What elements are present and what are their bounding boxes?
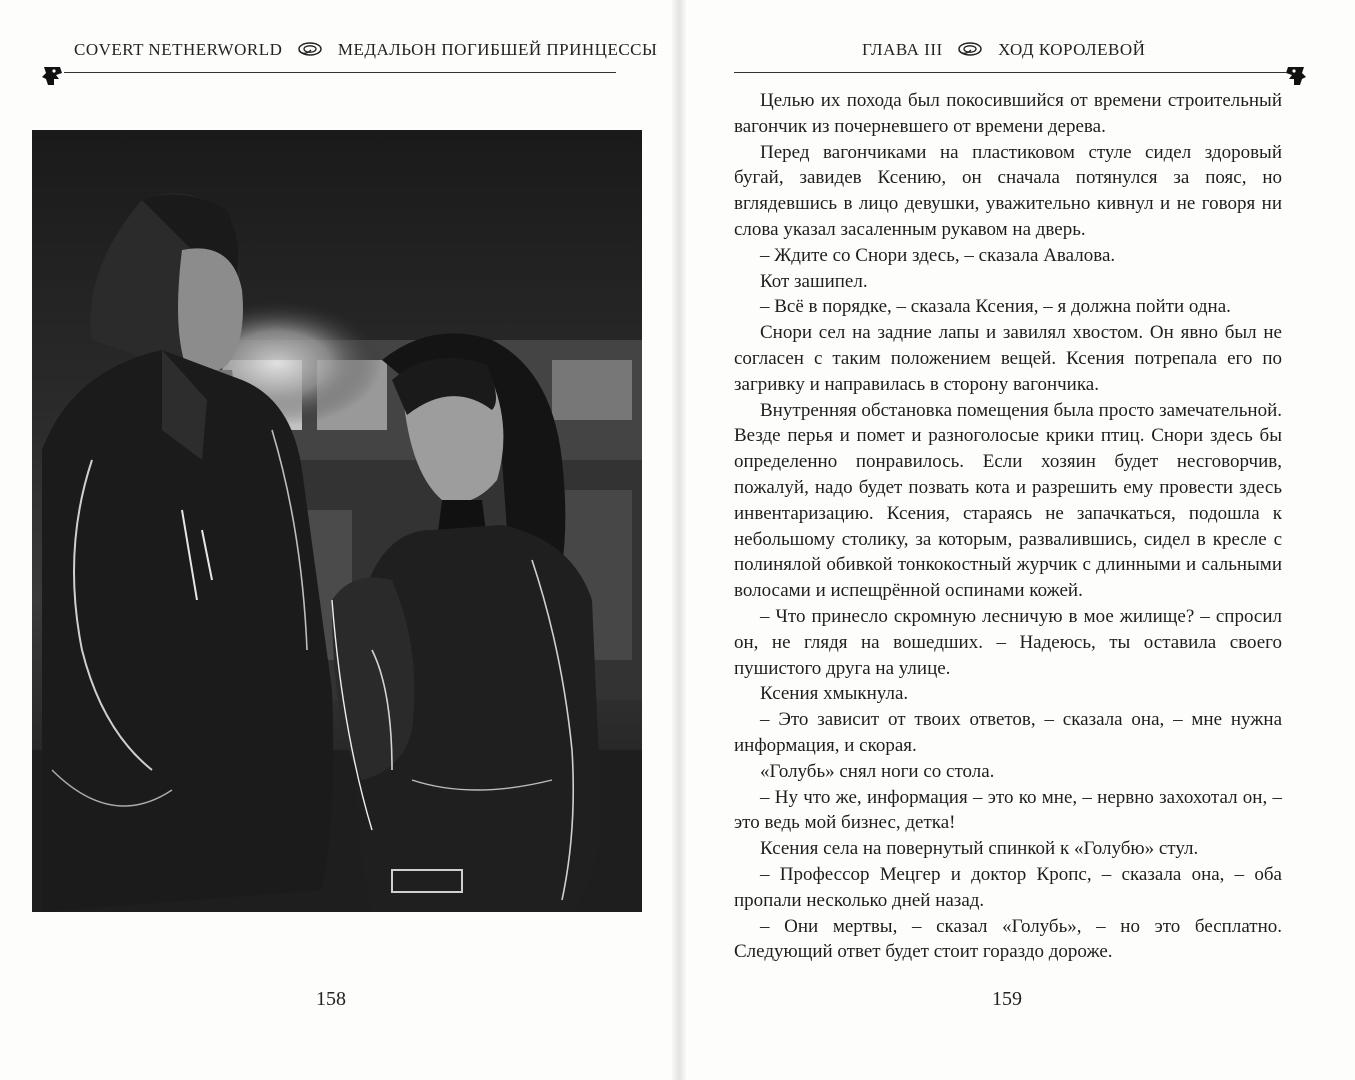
header-rule	[734, 72, 1286, 73]
stylized-head-icon	[40, 63, 66, 94]
paragraph: Кот зашипел.	[760, 270, 868, 292]
paragraph: Внутренняя обстановка помещения была просто замечательной. Везде перья и помет и разноголосые крики птиц. Снори здесь бы определенно понравилось. Если хозяин будет несговорчив, пожалуй, надо будет позвать кота и разрешить ему провести здесь инвентаризацию. Ксения, стараясь не запачкаться, подошла к небольшому столику, за которым, развалившись, сидел в кресле с полинялой обивкой тонкокостный журчик с длинными и сальными волосами и испещрённой оспинами кожей.	[734, 399, 1282, 602]
paragraph: Перед вагончиками на пластиковом стуле сидел здоровый бугай, завидев Ксению, он сначала потянулся за пояс, но вглядевшись в лицо девушки, уважительно кивнул и не говоря ни слова указал засаленным рукавом на дверь.	[734, 141, 1282, 240]
illustration-man-and-woman	[32, 130, 642, 912]
paragraph: – Всё в порядке, – сказала Ксения, – я должна пойти одна.	[760, 296, 1231, 318]
left-running-head	[74, 40, 657, 62]
paragraph: «Голубь» снял ноги со стола.	[760, 760, 995, 782]
paragraph: Ксения села на повернутый спинкой к «Голубю» стул.	[760, 838, 1199, 860]
paragraph: – Это зависит от твоих ответов, – сказала она, – мне нужна информация, и скорая.	[734, 709, 1282, 756]
book-series: COVERT NETHERWORLD	[74, 40, 283, 59]
book-title: МЕДАЛЬОН ПОГИБШЕЙ ПРИНЦЕССЫ	[337, 40, 658, 59]
paragraph: – Ждите со Снори здесь, – сказала Авалова.	[760, 244, 1116, 266]
page-number: 158	[316, 988, 346, 1010]
paragraph: Снори сел на задние лапы и завилял хвостом. Он явно был не согласен с таким положением вещей. Ксения потрепала его по загривку и направилась в сторону вагончика.	[734, 322, 1282, 395]
right-page	[686, 0, 1355, 1080]
chapter-number: ГЛАВА III	[862, 40, 943, 59]
book-gutter	[672, 0, 686, 1080]
chapter-title: ХОД КОРОЛЕВОЙ	[998, 40, 1146, 59]
swirl-ornament-icon	[297, 41, 323, 62]
paragraph: – Ну что же, информация – это ко мне, – нервно захохотал он, – это ведь мой бизнес, детка!	[734, 786, 1282, 834]
swirl-ornament-icon	[957, 41, 983, 62]
stylized-head-icon	[1282, 63, 1308, 94]
chapter-body-text	[734, 88, 1282, 965]
page-number: 159	[992, 988, 1022, 1010]
paragraph: – Они мертвы, – сказал «Голубь», – но это бесплатно. Следующий ответ будет стоит гораздо дороже.	[734, 915, 1282, 963]
paragraph: Ксения хмыкнула.	[760, 683, 909, 705]
paragraph: – Профессор Мецгер и доктор Кропс, – сказала она, – оба пропали несколько дней назад.	[734, 863, 1282, 911]
paragraph: – Что принесло скромную лесничую в мое жилище? – спросил он, не глядя на вошедших. – Надеюсь, ты оставила своего пушистого друга на улице.	[734, 605, 1282, 679]
left-page	[0, 0, 672, 1080]
header-rule	[64, 72, 616, 73]
right-running-head	[862, 40, 1145, 62]
paragraph: Целью их похода был покосившийся от времени строительный вагончик из почерневшего от времени дерева.	[734, 90, 1282, 137]
